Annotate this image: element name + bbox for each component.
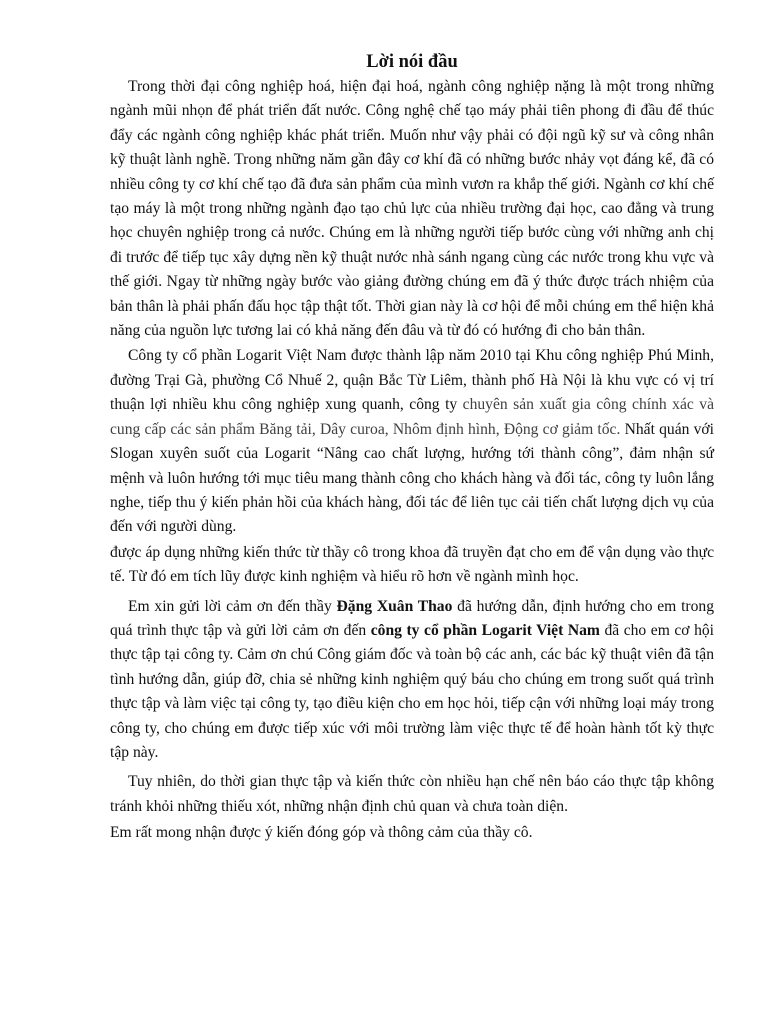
thanks-text-e: đã cho em cơ hội thực tập tại công ty. Cảm ơn chú Công giám đốc và toàn bộ các anh, các bác kỹ thuật viên đã tận tình hướng dẫn, giúp đỡ, chia sẻ những kinh nghiệm quý báu cho chúng em trong suốt quá trình thực tập và làm việc tại công ty, tạo điều kiện cho em học hỏi, tiếp cận với những loại máy trong công ty, cho chúng em được tiếp xúc với môi trường làm việc thực tế để hoàn hành tốt kỳ thực tập này.: [110, 621, 715, 761]
paragraph-company: [110, 344, 714, 539]
paragraph-intro: Trong thời đại công nghiệp hoá, hiện đại hoá, ngành công nghiệp nặng là một trong những ngành mũi nhọn để phát triển đất nước. Công nghệ chế tạo máy phải tiên phong đi đầu để thúc đẩy các ngành công nghiệp khác phát triển. Muốn như vậy phải có đội ngũ kỹ sư và công nhân kỹ thuật lành nghề. Trong những năm gần đây cơ khí đã có những bước nhảy vọt đáng kể, đã có nhiều công ty cơ khí chế tạo đã đưa sản phẩm của mình vươn ra khắp thế giới. Ngành cơ khí chế tạo máy là một trong những ngành đạo tạo chủ lực của nhiều trường đại học, cao đẳng và trung học chuyên nghiệp trong cả nước. Chúng em là những người tiếp bước cùng với những anh chị đi trước để tiếp tục xây dựng nền kỹ thuật nước nhà sánh ngang cùng các nước trong khu vực và thế giới. Ngay từ những ngày bước vào giảng đường chúng em đã ý thức được trách nhiệm của bản thân là phải phấn đấu học tập thật tốt. Thời gian này là cơ hội để mỗi chúng em thể hiện khả năng của nguồn lực tương lai có khả năng đến đâu và từ đó có hướng đi cho bản thân.: [110, 78, 714, 340]
company-text-c: Nhất quán với Slogan xuyên suốt của Logarit “Nâng cao chất lượng, hướng tới thành công”, đảm nhận sứ mệnh và luôn hướng tới mục tiêu mang thành công cho khách hàng và đối tác, công ty luôn lắng nghe, tiếp thu ý kiến phản hồi của khách hàng, đối tác để liên tục cải tiến chất lượng dịch vụ của đến với người dùng.: [110, 420, 714, 536]
thanks-text-a: Em xin gửi lời cảm ơn đến thầy: [128, 597, 337, 615]
page-title: Lời nói đầu: [366, 52, 458, 72]
company-products-text: chuyên sản xuất gia công chính xác và cung cấp các sản phẩm Băng tải, Dây curoa, Nhôm định hình, Động cơ giảm tốc.: [110, 396, 714, 438]
paragraph-closing: Em rất mong nhận được ý kiến đóng góp và thông cảm của thầy cô.: [110, 824, 533, 842]
thanks-text-c: đã hướng dẫn, định hướng cho em trong quá trình thực tập và gửi lời cảm ơn đến: [110, 597, 714, 639]
company-name: công ty cổ phần Logarit Việt Nam: [370, 621, 600, 639]
paragraph-limitations: Tuy nhiên, do thời gian thực tập và kiến thức còn nhiều hạn chế nên báo cáo thực tập không tránh khỏi những thiếu xót, những nhận định chủ quan và chưa toàn diện.: [110, 773, 714, 815]
paragraph-thanks: [110, 595, 714, 766]
document-page: [110, 50, 714, 846]
advisor-name: Đặng Xuân Thao: [336, 597, 453, 615]
company-text-a: Công ty cổ phần Logarit Việt Nam được thành lập năm 2010 tại Khu công nghiệp Phú Minh, đường Trại Gà, phường Cổ Nhuế 2, quận Bắc Từ Liêm, thành phố Hà Nội là khu vực có vị trí thuận lợi nhiều khu công nghiệp xung quanh, công ty: [110, 347, 714, 414]
paragraph-application: được áp dụng những kiến thức từ thầy cô trong khoa đã truyền đạt cho em để vận dụng vào thực tế. Từ đó em tích lũy được kinh nghiệm và hiểu rõ hơn về ngành mình học.: [110, 543, 714, 586]
